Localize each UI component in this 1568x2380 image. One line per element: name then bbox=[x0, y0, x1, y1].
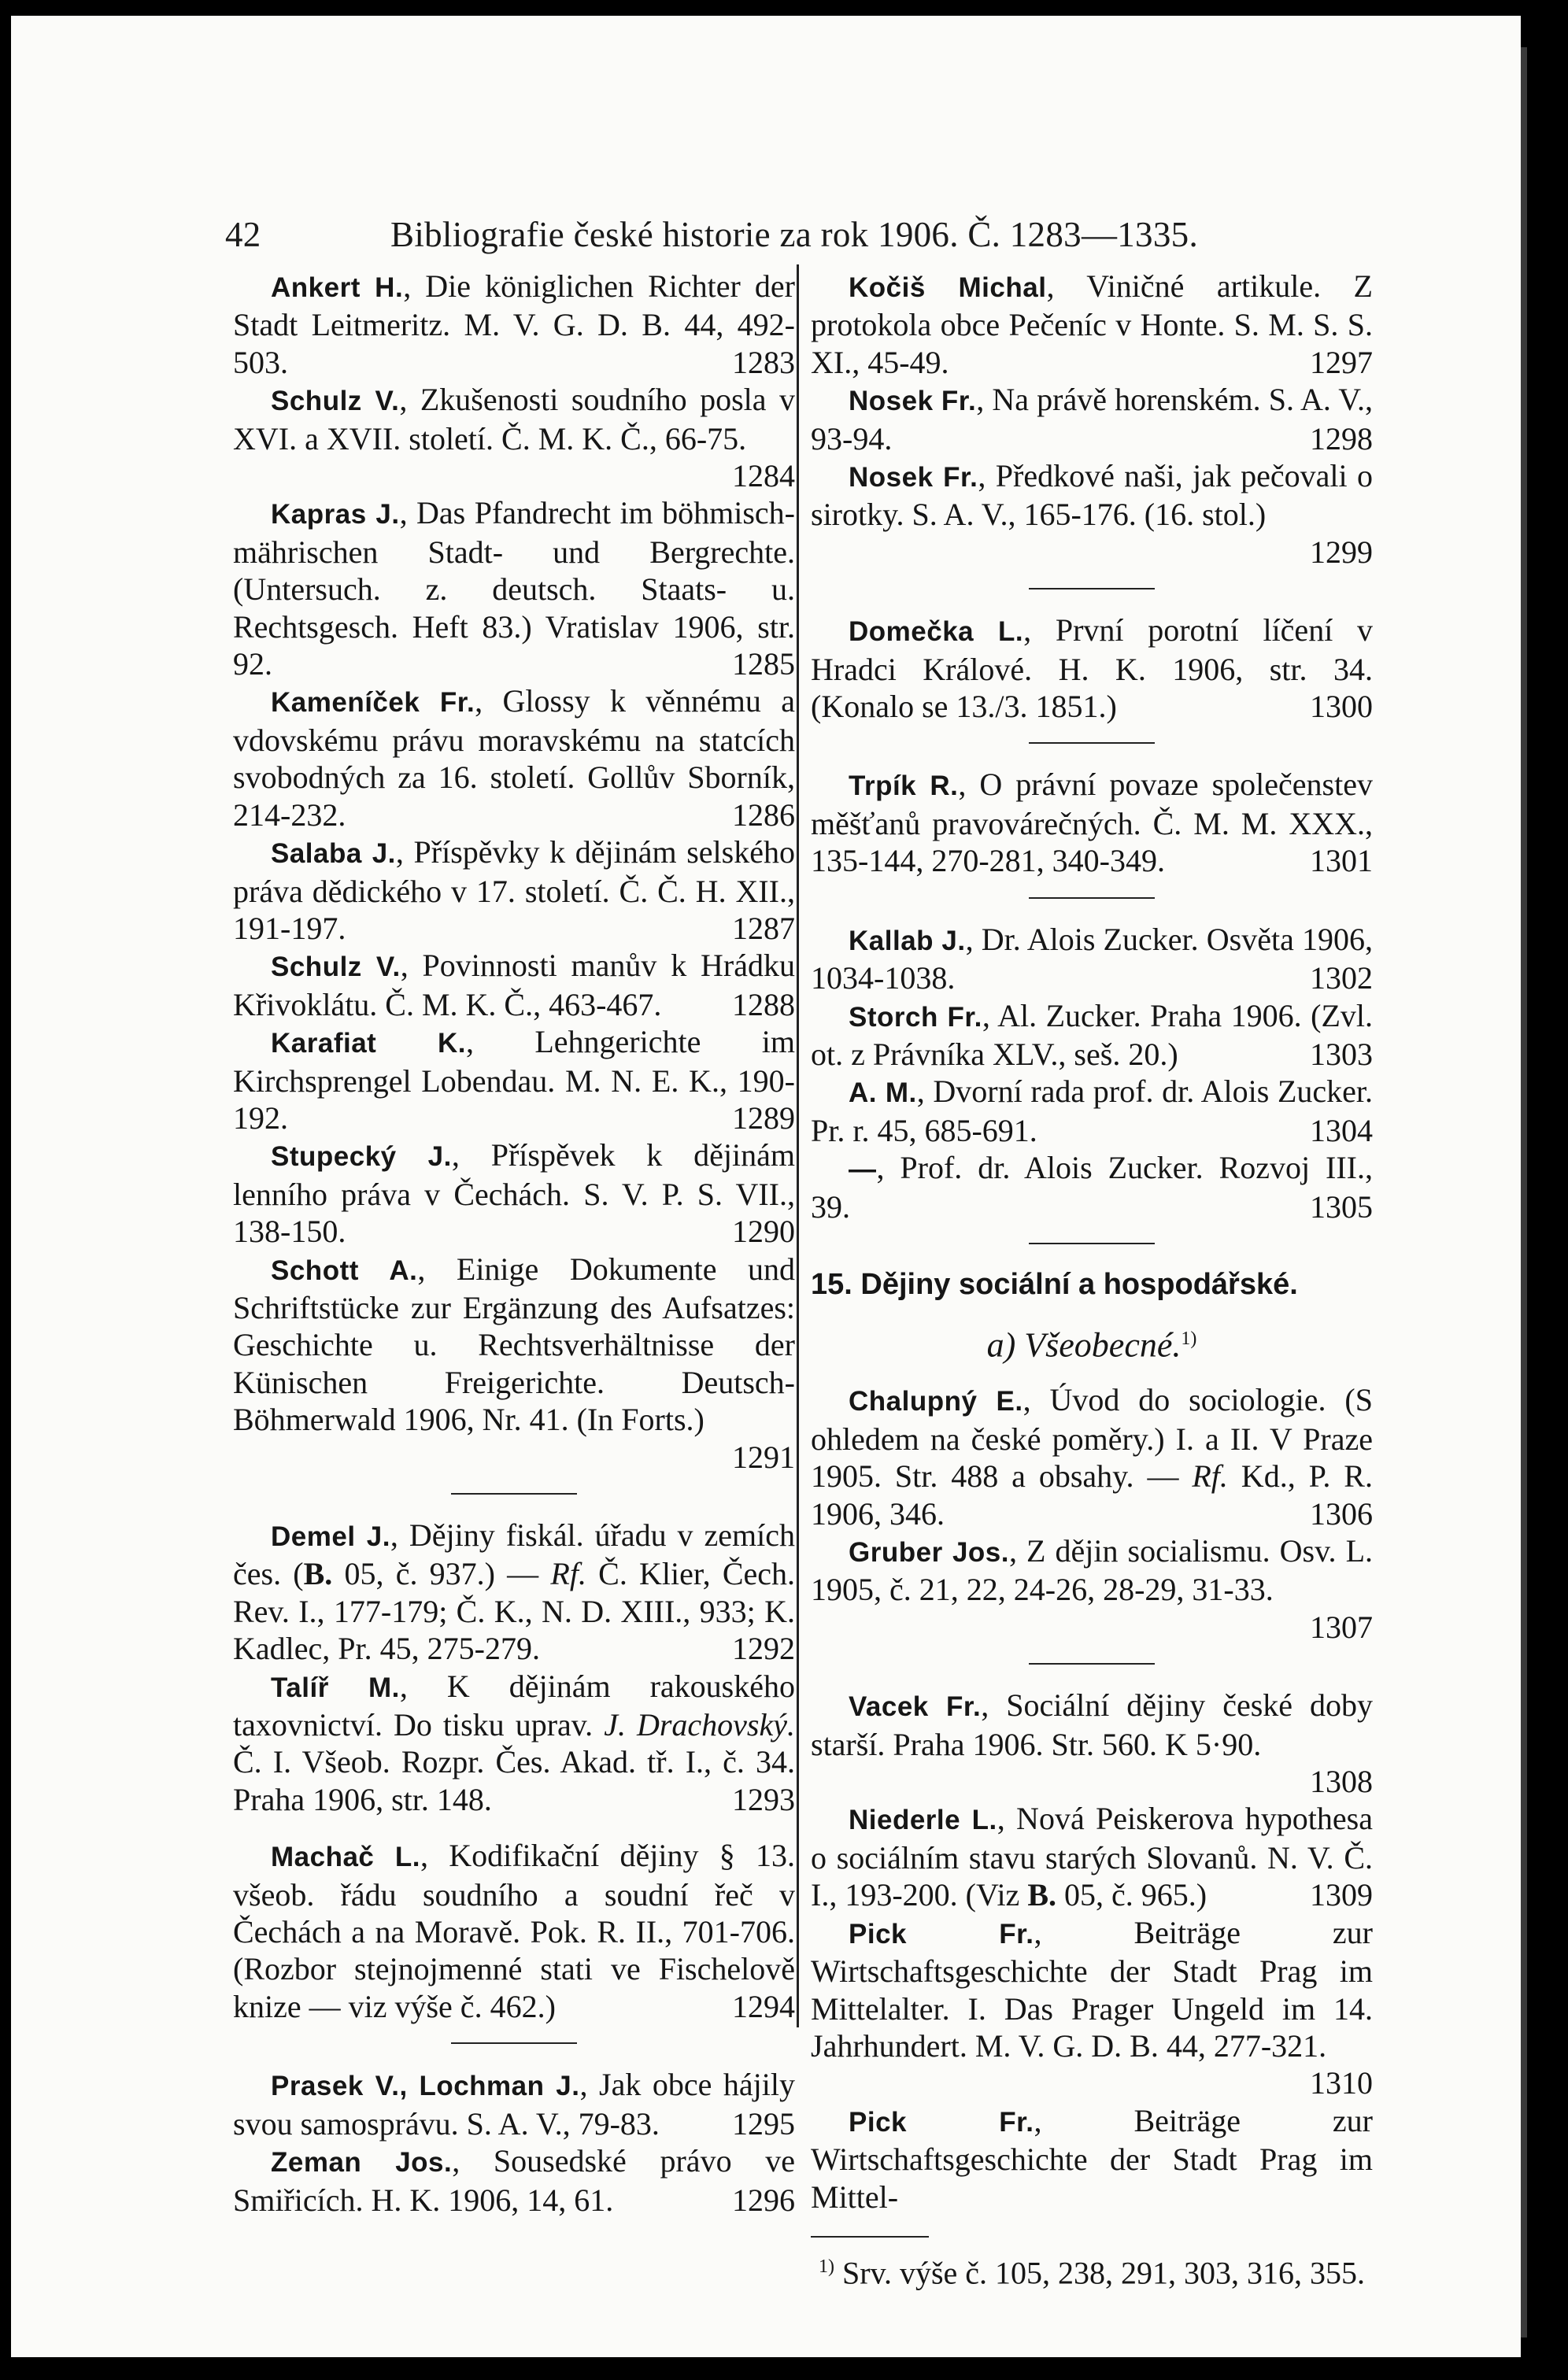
entry-number: 1291 bbox=[732, 1439, 795, 1475]
entry-number: 1300 bbox=[1310, 689, 1373, 725]
bib-entry-1287: Salaba J., Příspěvky k dějinám selského práva dědického v 17. století. Č. Č. H. XII., 191-197. 1287 bbox=[233, 834, 795, 946]
bib-entry-1308: Vacek Fr., Sociální dějiny české doby starší. Praha 1906. Str. 560. K 5·90. 1308 bbox=[811, 1687, 1374, 1800]
entry-number: 1302 bbox=[1310, 960, 1373, 996]
bib-entry-1301: Trpík R., O právní povaze společenstev měšťanů pravovárečných. Č. M. M. XXX., 135-144, 270-281, 340-349. 1301 bbox=[811, 767, 1373, 879]
bib-entry-1285: Kapras J., Das Pfandrecht im böhmisch-mährischen Stadt- und Bergrechte. (Untersuch. z. deutsch. Staats- u. Rechtsgesch. Heft 83.) Vratislav 1906, str. 92. 1285 bbox=[233, 495, 795, 682]
bib-entry-1290: Stupecký J., Příspěvek k dějinám lenního práva v Čechách. S. V. P. S. VII., 138-150. 1290 bbox=[233, 1137, 795, 1250]
separator-rule bbox=[1029, 1243, 1155, 1244]
bib-entry-1309: Niederle L., Nová Peiskerova hypothesa o sociálním stavu starých Slovanů. N. V. Č. I., 193-200. (Viz B. 05, č. 965.) 1309 bbox=[811, 1801, 1373, 1913]
footnote bbox=[811, 2249, 1373, 2292]
entry-number: 1309 bbox=[1310, 1877, 1373, 1913]
bib-entry-1307: Gruber Jos., Z dějin socialismu. Osv. L. 1905, č. 21, 22, 24-26, 28-29, 31-33. 1307 bbox=[811, 1533, 1374, 1645]
left-column bbox=[233, 268, 795, 2219]
footnote-rule bbox=[811, 2236, 929, 2238]
entry-number: 1310 bbox=[1310, 2065, 1373, 2101]
footnote-marker: 1) bbox=[819, 2256, 834, 2277]
bib-entry-1291: Schott A., Einige Dokumente und Schriftstücke zur Ergänzung des Aufsatzes: Geschichte u. Rechtsverhältnisse der Künischen Freigerichte. Deutsch-Böhmerwald 1906, Nr. 41. (In Forts.) 1291 bbox=[233, 1251, 795, 1475]
bib-entry-1288: Schulz V., Povinnosti manův k Hrádku Křivoklátu. Č. M. K. Č., 463-467. 1288 bbox=[233, 948, 795, 1022]
separator-rule bbox=[1029, 742, 1155, 744]
bib-entry-1284: Schulz V., Zkušenosti soudního posla v XVI. a XVII. století. Č. M. K. Č., 66-75. 1284 bbox=[233, 382, 795, 494]
entry-number: 1298 bbox=[1310, 420, 1373, 456]
bib-entry-1283: Ankert H., Die königlichen Richter der Stadt Leitmeritz. M. V. G. D. B. 44, 492-503. 1283 bbox=[233, 268, 795, 380]
entry-number: 1307 bbox=[1310, 1609, 1373, 1645]
right-column bbox=[811, 268, 1373, 2292]
entry-number: 1297 bbox=[1310, 344, 1373, 380]
entry-number: 1288 bbox=[732, 986, 795, 1022]
entry-number: 1283 bbox=[732, 344, 795, 380]
entry-number: 1284 bbox=[732, 458, 795, 494]
entry-number: 1299 bbox=[1310, 534, 1373, 570]
entry-number: 1304 bbox=[1310, 1112, 1373, 1148]
entry-number: 1305 bbox=[1310, 1188, 1373, 1225]
separator-rule bbox=[1029, 588, 1155, 589]
section-heading: 15. Dějiny sociální a hospodářské. bbox=[811, 1267, 1298, 1301]
bib-entry-1310: Pick Fr., Beiträge zur Wirtschaftsgeschichte der Stadt Prag im Mittelalter. I. Das Prager Ungeld im 14. Jahrhundert. M. V. G. D. B. 44, 277-321. 1310 bbox=[811, 1914, 1373, 2101]
footnote-text: Srv. výše č. 105, 238, 291, 303, 316, 355. bbox=[834, 2255, 1366, 2291]
header-title: Bibliografie české historie za rok 1906. Č. 1283—1335. bbox=[390, 215, 1198, 254]
section-subheading: a) Všeobecné.$^{1)}$ bbox=[986, 1326, 1197, 1365]
bib-entry-1292: Demel J., Dějiny fiskál. úřadu v zemích čes. (B. 05, č. 937.) — Rf. Č. Klier, Čech. Rev. I., 177-179; Č. K., N. D. XIII., 933; K. Kadlec, Pr. 45, 275-279. 1292 bbox=[233, 1517, 795, 1667]
bib-entry-1302: Kallab J., Dr. Alois Zucker. Osvěta 1906, 1034-1038. 1302 bbox=[811, 921, 1373, 996]
entry-number: 1306 bbox=[1310, 1495, 1373, 1532]
entry-number: 1293 bbox=[732, 1781, 795, 1817]
page-number: 42 bbox=[225, 215, 261, 254]
bib-entry-1295: Prasek V., Lochman J., Jak obce hájily svou samosprávu. S. A. V., 79-83. 1295 bbox=[233, 2067, 796, 2142]
entry-number: 1295 bbox=[732, 2105, 795, 2142]
separator-rule bbox=[451, 1493, 577, 1495]
bib-entry-1304: A. M., Dvorní rada prof. dr. Alois Zucker. Pr. r. 45, 685-691. 1304 bbox=[811, 1074, 1373, 1148]
entry-number: 1294 bbox=[732, 1988, 795, 2024]
separator-rule bbox=[1029, 897, 1155, 899]
entry-number: 1292 bbox=[732, 1631, 795, 1667]
separator-rule bbox=[1029, 1663, 1155, 1665]
bib-entry-1289: Karafiat K., Lehngerichte im Kirchsprengel Lobendau. M. N. E. K., 190-192. 1289 bbox=[233, 1024, 795, 1136]
entry-number: 1303 bbox=[1310, 1036, 1373, 1072]
bib-entry-1306: Chalupný E., Úvod do sociologie. (S ohledem na české poměry.) I. a II. V Praze 1905. Str. 488 a obsahy. — Rf. Kd., P. R. 1906, 346. 1306 bbox=[811, 1382, 1373, 1532]
entry-number: 1301 bbox=[1310, 843, 1373, 879]
bib-entry-1305: —, Prof. dr. Alois Zucker. Rozvoj III., 39. 1305 bbox=[811, 1150, 1373, 1225]
bib-entry-1293: Talíř M., K dějinám rakouského taxovnictví. Do tisku uprav. J. Drachovský. Č. I. Všeob. Rozpr. Čes. Akad. tř. I., č. 34. Praha 1906, str. 148. 1293 bbox=[233, 1668, 795, 1817]
entry-number: 1286 bbox=[732, 796, 795, 833]
bib-entry-1296: Zeman Jos., Sousedské právo ve Smiřicích. H. K. 1906, 14, 61. 1296 bbox=[233, 2143, 795, 2218]
entry-number: 1296 bbox=[732, 2182, 795, 2218]
bib-entry-1303: Storch Fr., Al. Zucker. Praha 1906. (Zvl. ot. z Právníka XLV., seš. 20.) 1303 bbox=[811, 997, 1373, 1072]
bib-entry-1298: Nosek Fr., Na právě horenském. S. A. V., 93-94. 1298 bbox=[811, 382, 1373, 456]
bib-entry-1294: Machač L., Kodifikační dějiny § 13. všeob. řádu soudního a soudní řeč v Čechách a na Moravě. Pok. R. II., 701-706. (Rozbor stejnojmenné stati ve Fischelově knize — viz výše č. 462.) 1294 bbox=[233, 1838, 795, 2024]
entry-number: 1285 bbox=[732, 646, 795, 682]
column-divider bbox=[797, 264, 799, 2027]
running-header bbox=[225, 214, 1374, 255]
entry-number: 1290 bbox=[732, 1214, 795, 1250]
entry-number: 1308 bbox=[1310, 1764, 1373, 1800]
page-edge-shadow bbox=[1521, 47, 1527, 2338]
bib-entry-1299: Nosek Fr., Předkové naši, jak pečovali o sirotky. S. A. V., 165-176. (16. stol.) 1299 bbox=[811, 458, 1373, 570]
footnote-ref: 1) bbox=[1181, 1329, 1197, 1350]
entry-number: 1287 bbox=[732, 910, 795, 946]
bib-entry-continued: Pick Fr., Beiträge zur Wirtschaftsgeschichte der Stadt Prag im Mittel- bbox=[811, 2102, 1373, 2215]
bib-entry-1297: Kočiš Michal, Viničné artikule. Z protokola obce Pečeníc v Honte. S. M. S. S. XI., 45-49. 1297 bbox=[811, 268, 1373, 380]
bib-entry-1300: Domečka L., První porotní líčení v Hradci Králové. H. K. 1906, str. 34. (Konalo se 13./3. 1851.) 1300 bbox=[811, 612, 1373, 725]
entry-number: 1289 bbox=[732, 1099, 795, 1136]
bib-entry-1286: Kameníček Fr., Glossy k věnnému a vdovskému právu moravskému na statcích svobodných za 16. století. Gollův Sborník, 214-232. 1286 bbox=[233, 683, 795, 833]
separator-rule bbox=[451, 2042, 577, 2044]
